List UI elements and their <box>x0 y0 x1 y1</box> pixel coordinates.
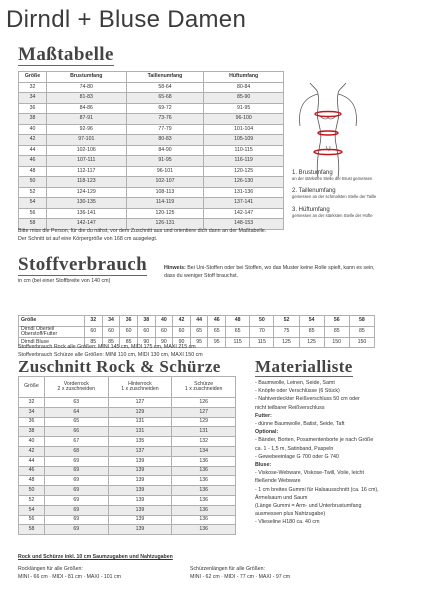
table-cell: 148-153 <box>204 219 284 230</box>
table-cell: 84-90 <box>126 145 204 156</box>
size-chart-heading <box>18 44 114 66</box>
table-cell: 95 <box>208 337 226 348</box>
table-cell: 54 <box>19 505 45 515</box>
table-cell: 124-129 <box>46 187 126 198</box>
table-header-cell: 36 <box>120 316 138 327</box>
table-cell: 102-106 <box>46 145 126 156</box>
table-cell: 69 <box>44 466 108 476</box>
legend-hip <box>292 207 373 218</box>
table-cell: 80-84 <box>204 82 284 93</box>
fabric-header-row <box>19 316 375 327</box>
materials-line: Bluse: <box>255 462 272 469</box>
table-cell: 101-104 <box>204 124 284 135</box>
table-cell: 60 <box>155 326 173 337</box>
table-header-cell <box>108 377 172 398</box>
table-header-line: Hinterrock <box>128 380 152 387</box>
table-header-cell: 32 <box>85 316 103 327</box>
table-cell: 70 <box>250 326 274 337</box>
table-row <box>19 166 284 177</box>
cut-heading <box>18 357 221 377</box>
size-chart-table <box>18 71 284 230</box>
table-cell: 114-119 <box>126 198 204 209</box>
table-cell: 132 <box>172 437 236 447</box>
table-cell: 80-83 <box>126 135 204 146</box>
fabric-hint <box>164 265 379 280</box>
materials-line: ca. 1 - 1,5 m, Satinband, Paspeln <box>255 445 334 452</box>
table-row <box>19 398 236 408</box>
table-cell: 139 <box>108 505 172 515</box>
fabric-subheading: in cm (bei einer Stoffbreite von 140 cm) <box>18 278 111 284</box>
table-row <box>19 466 236 476</box>
materials-line: fließende Webware <box>255 478 301 485</box>
table-cell: 60 <box>137 326 155 337</box>
table-cell: 131 <box>108 427 172 437</box>
skirt-lengths-values: MINI - 66 cm · MIDI - 81 cm · MAXI - 101 cm <box>18 573 121 580</box>
table-cell: 36 <box>19 417 45 427</box>
materials-heading-underline <box>255 376 353 377</box>
cut-heading-text: Zuschnitt Rock & Schürze <box>18 357 221 376</box>
table-cell: 74-80 <box>46 82 126 93</box>
table-cell: 95 <box>190 337 208 348</box>
materials-line: Optional: <box>255 429 279 436</box>
materials-line: - dünne Baumwolle, Batist, Seide, Taft <box>255 421 345 428</box>
table-cell: 125 <box>274 337 299 348</box>
table-cell: 48 <box>19 476 45 486</box>
table-row <box>19 446 236 456</box>
table-cell: 108-113 <box>126 187 204 198</box>
table-cell: 127 <box>108 398 172 408</box>
table-cell: 40 <box>19 437 45 447</box>
table-cell: 54 <box>19 198 47 209</box>
table-cell: 139 <box>108 476 172 486</box>
table-header-cell: 58 <box>349 316 374 327</box>
table-cell: 118-123 <box>46 177 126 188</box>
materials-line: - Knöpfe oder Verschlüsse (6 Stück) <box>255 388 340 395</box>
materials-line: Futter: <box>255 412 272 419</box>
table-header-line: 1 x zuschneiden <box>184 386 223 392</box>
table-cell: 136 <box>172 525 236 535</box>
table-row <box>19 427 236 437</box>
table-header-cell: 50 <box>250 316 274 327</box>
table-header-cell: 34 <box>102 316 120 327</box>
materials-line: - Vlieseline H180 ca. 40 cm <box>255 519 320 526</box>
skirt-lengths-label: Rocklängen für alle Größen: <box>18 566 83 572</box>
table-cell: 130-135 <box>46 198 126 209</box>
table-cell: 115 <box>226 337 250 348</box>
size-chart-note <box>18 228 293 243</box>
table-cell: 64 <box>44 407 108 417</box>
materials-heading-text: Materialliste <box>255 357 353 376</box>
table-cell: 46 <box>19 156 47 167</box>
table-cell: 129 <box>108 407 172 417</box>
table-cell: 142-147 <box>204 208 284 219</box>
table-cell: 65 <box>208 326 226 337</box>
materials-heading <box>255 357 353 377</box>
table-cell: 38 <box>19 114 47 125</box>
table-row <box>19 114 284 125</box>
table-cell: 131-136 <box>204 187 284 198</box>
table-cell: 68 <box>44 446 108 456</box>
table-cell: 136-141 <box>46 208 126 219</box>
table-row <box>19 103 284 114</box>
table-cell: 69 <box>44 486 108 496</box>
table-header-cell: Größe <box>19 316 85 327</box>
fabric-apron-line: Stoffverbrauch Schürze alle Größen: MINI 110 cm, MIDI 130 cm, MAXI 150 cm <box>18 351 203 358</box>
table-cell: 136 <box>172 495 236 505</box>
fabric-heading-underline <box>18 275 147 276</box>
materials-line: - Gewebeeinlage G 700 oder G 740 <box>255 453 339 460</box>
table-cell: 96-101 <box>126 166 204 177</box>
table-header-line: 1 x zuschneiden <box>121 386 159 392</box>
table-cell: 110-115 <box>204 145 284 156</box>
table-cell: 69 <box>44 476 108 486</box>
table-cell: Dirndl Oberteil Oberstoff/Futter <box>19 326 85 337</box>
cut-header-row <box>19 377 236 398</box>
legend-waist-sub: gemessen an der schmalsten Stelle der Taille <box>292 194 377 199</box>
table-cell: 85 <box>324 326 349 337</box>
table-cell: 69 <box>44 515 108 525</box>
cut-footnote-title: Rock und Schürze inkl. 10 cm Saumzugaben und Nahtzugaben <box>18 554 173 560</box>
legend-bust-sub: an der stärksten Stelle der Brust gemessen <box>292 176 373 181</box>
table-cell: 102-107 <box>126 177 204 188</box>
table-cell: 150 <box>324 337 349 348</box>
materials-line: Ärmelsaum und Saum <box>255 494 308 501</box>
table-header-line: Größe <box>24 383 39 390</box>
table-cell: 92-96 <box>46 124 126 135</box>
page-title: Dirndl + Bluse Damen <box>6 6 247 33</box>
header-hip: Hüftumfang <box>204 72 284 83</box>
table-cell: 85 <box>299 326 324 337</box>
table-row <box>19 417 236 427</box>
table-cell: 58 <box>19 525 45 535</box>
table-header-cell <box>44 377 108 398</box>
body-measurement-figure <box>288 80 368 200</box>
table-header-line: 2 x zuschneiden <box>57 386 95 392</box>
table-cell: 69-72 <box>126 103 204 114</box>
table-cell: 34 <box>19 407 45 417</box>
table-cell: 56 <box>19 515 45 525</box>
cut-footnote <box>18 554 418 562</box>
table-header-line: Schürze <box>194 380 214 387</box>
table-row <box>19 124 284 135</box>
table-cell: 112-117 <box>46 166 126 177</box>
table-row <box>19 437 236 447</box>
materials-line: - 1 cm breites Gummi für Halsausschnitt (ca. 16 cm), <box>255 486 379 493</box>
table-cell: 107-111 <box>46 156 126 167</box>
table-cell: 60 <box>120 326 138 337</box>
table-row <box>19 486 236 496</box>
header-bust: Brustumfang <box>46 72 126 83</box>
table-header-line: Vorderrock <box>63 380 89 387</box>
table-cell: 127 <box>172 407 236 417</box>
table-cell: 139 <box>108 525 172 535</box>
table-row <box>19 93 284 104</box>
table-cell: 139 <box>108 515 172 525</box>
table-cell: 139 <box>108 486 172 496</box>
table-cell: 150 <box>349 337 374 348</box>
table-cell: 40 <box>19 124 47 135</box>
table-header-cell: 56 <box>324 316 349 327</box>
table-cell: 48 <box>19 166 47 177</box>
materials-list <box>255 379 415 527</box>
table-cell: 32 <box>19 398 45 408</box>
legend-bust-title: 1. Brustumfang <box>292 170 333 176</box>
table-row <box>19 505 236 515</box>
table-cell: 66 <box>44 427 108 437</box>
table-cell: 50 <box>19 177 47 188</box>
fabric-skirt-line: Stoffverbrauch Rock alle Größen: MINI 145 cm, MIDI 175 cm, MAXI 215 cm <box>18 344 196 350</box>
table-cell: 69 <box>44 505 108 515</box>
table-row <box>19 187 284 198</box>
table-cell: 60 <box>102 326 120 337</box>
table-cell: 90 <box>137 337 155 348</box>
table-cell: 58-64 <box>126 82 204 93</box>
table-cell: 69 <box>44 525 108 535</box>
table-cell: 75 <box>274 326 299 337</box>
materials-line: - Bänder, Borten, Posamentenborte je nach Größe <box>255 437 374 444</box>
table-cell: 136 <box>172 476 236 486</box>
table-header-cell: 54 <box>299 316 324 327</box>
table-cell: 56 <box>19 208 47 219</box>
table-cell: 77-79 <box>126 124 204 135</box>
table-cell: 36 <box>19 103 47 114</box>
table-row <box>19 326 375 337</box>
table-cell: 136 <box>172 456 236 466</box>
table-cell: 136 <box>172 466 236 476</box>
legend-waist-title: 2. Taillenumfang <box>292 188 336 194</box>
table-cell: 90 <box>173 337 191 348</box>
table-cell: 131 <box>108 417 172 427</box>
table-row <box>19 208 284 219</box>
table-cell: 116-119 <box>204 156 284 167</box>
skirt-lengths <box>18 566 121 582</box>
table-row <box>19 515 236 525</box>
materials-line: ausmessen plus Nahtzugabe) <box>255 511 326 518</box>
table-cell: 97-101 <box>46 135 126 146</box>
table-row <box>19 407 236 417</box>
size-chart-heading-text: Maßtabelle <box>18 44 114 65</box>
table-cell: 137 <box>108 446 172 456</box>
table-cell: 65-68 <box>126 93 204 104</box>
table-cell: 42 <box>19 446 45 456</box>
legend-hip-title: 3. Hüftumfang <box>292 207 330 213</box>
fabric-heading-text: Stoffverbrauch <box>18 254 148 275</box>
table-cell: Dirndl Bluse <box>19 337 85 348</box>
table-cell: 136 <box>172 486 236 496</box>
table-cell: 67 <box>44 437 108 447</box>
table-cell: 32 <box>19 82 47 93</box>
size-chart-header-row <box>19 72 284 83</box>
table-cell: 137-141 <box>204 198 284 209</box>
table-cell: 85 <box>102 337 120 348</box>
table-cell: 115 <box>250 337 274 348</box>
table-cell: 120-125 <box>204 166 284 177</box>
table-cell: 50 <box>19 486 45 496</box>
apron-lengths <box>190 566 290 582</box>
fabric-heading <box>18 254 147 276</box>
materials-line: - Baumwolle, Leinen, Seide, Samt <box>255 380 335 386</box>
table-row <box>19 145 284 156</box>
table-cell: 131 <box>172 427 236 437</box>
table-cell: 42 <box>19 135 47 146</box>
table-cell: 105-109 <box>204 135 284 146</box>
table-cell: 142-147 <box>46 219 126 230</box>
table-header-cell: 46 <box>208 316 226 327</box>
table-header-cell: 48 <box>226 316 250 327</box>
table-cell: 85 <box>120 337 138 348</box>
table-cell: 46 <box>19 466 45 476</box>
table-cell: 81-83 <box>46 93 126 104</box>
size-chart-note-line-2: Der Schnitt ist auf eine Körpergröße von 168 cm ausgelegt. <box>18 235 158 242</box>
table-cell: 91-95 <box>204 103 284 114</box>
materials-line: - Viskose-Webware, Viskose-Twill, Voile, leicht <box>255 470 364 477</box>
table-cell: 134 <box>172 446 236 456</box>
size-chart-note-line-1: Bitte miss die Person, für die du nähst, vor dem Zuschnitt aus und orientiere dich dann an der Maßtabelle. <box>18 228 267 234</box>
table-cell: 52 <box>19 187 47 198</box>
table-row <box>19 177 284 188</box>
table-cell: 65 <box>226 326 250 337</box>
table-cell: 69 <box>44 495 108 505</box>
legend-waist <box>292 188 376 199</box>
table-row <box>19 135 284 146</box>
table-row <box>19 525 236 535</box>
table-cell: 136 <box>172 505 236 515</box>
table-cell: 126-130 <box>204 177 284 188</box>
table-cell: 139 <box>108 495 172 505</box>
legend-hip-sub: gemessen an der stärksten Stelle der Hüfte <box>292 213 373 218</box>
table-header-cell: 38 <box>137 316 155 327</box>
table-cell: 65 <box>190 326 208 337</box>
table-row <box>19 476 236 486</box>
table-header-cell: 52 <box>274 316 299 327</box>
table-cell: 65 <box>44 417 108 427</box>
table-cell: 60 <box>173 326 191 337</box>
table-cell: 69 <box>44 456 108 466</box>
table-cell: 34 <box>19 93 47 104</box>
table-cell: 73-76 <box>126 114 204 125</box>
legend-bust <box>292 170 372 181</box>
size-chart-heading-underline <box>18 65 114 66</box>
table-cell: 120-125 <box>126 208 204 219</box>
table-cell: 135 <box>108 437 172 447</box>
table-header-cell <box>172 377 236 398</box>
cut-table <box>18 376 236 535</box>
table-header-cell: 40 <box>155 316 173 327</box>
table-cell: 38 <box>19 427 45 437</box>
table-cell: 125 <box>299 337 324 348</box>
table-cell: 87-91 <box>46 114 126 125</box>
table-cell: 126 <box>172 398 236 408</box>
fabric-hint-label: Hinweis: <box>164 265 186 271</box>
table-cell: 52 <box>19 495 45 505</box>
table-cell: 44 <box>19 145 47 156</box>
fabric-hint-text: Bei Uni-Stoffen oder bei Stoffen, wo das Muster keine Rolle spielt, kann es sein, dass du weniger Stoff brauchst. <box>164 265 375 279</box>
materials-line: nicht teilbarer Reißverschluss <box>255 404 325 411</box>
table-cell: 44 <box>19 456 45 466</box>
table-cell: 60 <box>85 326 103 337</box>
table-cell: 84-86 <box>46 103 126 114</box>
table-cell: 136 <box>172 515 236 525</box>
table-cell: 90 <box>155 337 173 348</box>
materials-line: - Nahtverdeckter Reißverschluss 50 cm oder <box>255 396 360 403</box>
table-header-cell: 44 <box>190 316 208 327</box>
apron-lengths-label: Schürzenlängen für alle Größen: <box>190 566 265 572</box>
table-cell: 129 <box>172 417 236 427</box>
materials-line: (Länge Gummi = Arm- und Unterbrustumfang <box>255 503 362 510</box>
header-waist: Taillenumfang <box>126 72 204 83</box>
apron-lengths-values: MINI - 62 cm · MIDI - 77 cm · MAXI - 97 cm <box>190 573 291 580</box>
table-cell: 139 <box>108 456 172 466</box>
table-cell: 63 <box>44 398 108 408</box>
table-cell: 85 <box>349 326 374 337</box>
table-cell: 91-95 <box>126 156 204 167</box>
table-cell: 139 <box>108 466 172 476</box>
table-row <box>19 198 284 209</box>
header-size: Größe <box>19 72 47 83</box>
table-cell: 96-100 <box>204 114 284 125</box>
table-cell: 126-131 <box>126 219 204 230</box>
table-cell: 58 <box>19 219 47 230</box>
table-cell: 85 <box>85 337 103 348</box>
table-header-cell <box>19 377 45 398</box>
table-cell: 85-90 <box>204 93 284 104</box>
table-row <box>19 156 284 167</box>
table-row <box>19 456 236 466</box>
table-row <box>19 82 284 93</box>
table-header-cell: 42 <box>173 316 191 327</box>
table-row <box>19 495 236 505</box>
